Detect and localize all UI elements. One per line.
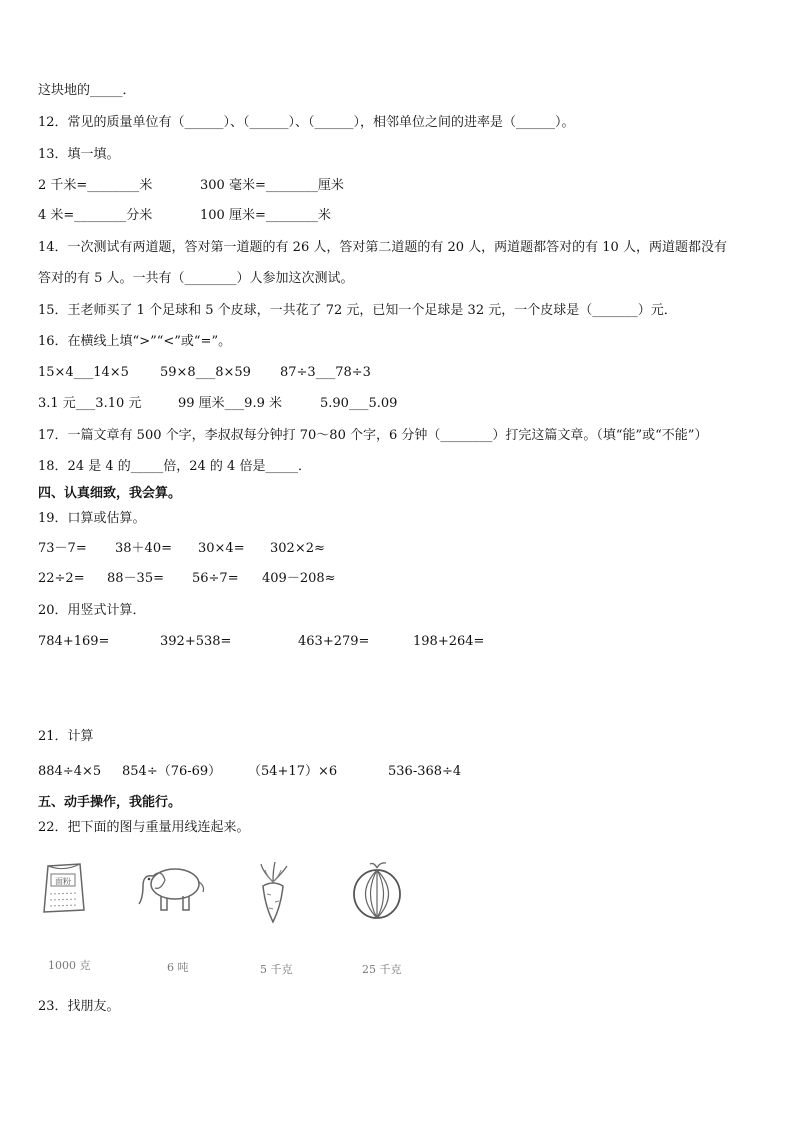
q20-item-4: 198+264= [413,634,485,649]
q19-item-6: 88－35= [107,571,164,586]
question-20: 20．用竖式计算． [38,603,146,618]
section-4-title: 四、认真细致，我会算。 [38,486,182,501]
q21-item-3: （54+17）×6 [248,764,338,779]
watermelon-image [350,860,404,922]
q13-item-4: 100 厘米=________米 [200,208,331,223]
q16-item-5: 99 厘米___9.9 米 [178,396,282,411]
q16-item-1: 15×4___14×5 [38,365,129,380]
elephant-image [135,862,207,914]
q20-item-1: 784+169= [38,634,110,649]
q21-item-4: 536-368÷4 [388,764,462,779]
radish-image [253,862,293,924]
weight-label-1: 1000 克 [48,959,91,972]
question-14-line-1: 14．一次测试有两道题，答对第一道题的有 26 人，答对第二道题的有 20 人，两道题都答对的有 10 人，两道题都没有 [38,240,727,255]
question-19: 19．口算或估算。 [38,511,146,526]
weight-label-3: 5 千克 [260,963,293,976]
q11-continuation: 这块地的_____． [38,83,136,98]
q16-item-6: 5.90___5.09 [320,396,398,411]
q16-item-3: 87÷3___78÷3 [280,365,371,380]
question-15: 15．王老师买了 1 个足球和 5 个皮球，一共花了 72 元，已知一个足球是 32 元，一个皮球是（_______）元． [38,303,677,318]
q16-item-2: 59×8___8×59 [160,365,251,380]
q19-item-2: 38＋40= [115,541,172,556]
q20-item-3: 463+279= [298,634,370,649]
question-16: 16．在横线上填“>”“<”或“=”。 [38,334,232,349]
question-23: 23．找朋友。 [38,999,120,1014]
question-21: 21．计算 [38,729,94,744]
question-22: 22．把下面的图与重量用线连起来。 [38,820,250,835]
q19-item-3: 30×4= [198,541,245,556]
weight-label-4: 25 千克 [362,963,402,976]
question-13: 13．填一填。 [38,147,120,162]
question-17: 17．一篇文章有 500 个字，李叔叔每分钟打 70～80 个字，6 分钟（________）打完这篇文章。（填“能”或“不能”） [38,428,708,443]
q13-item-1: 2 千米=________米 [38,178,153,193]
q19-item-4: 302×2≈ [270,541,325,556]
q13-item-3: 4 米=________分米 [38,208,153,223]
flour-bag-image [40,860,88,916]
question-12: 12．常见的质量单位有（______）、（______）、（______），相邻单位之间的进率是（______）。 [38,115,575,130]
q19-item-1: 73－7= [38,541,87,556]
q19-item-7: 56÷7= [192,571,239,586]
q19-item-8: 409－208≈ [262,571,336,586]
q19-item-5: 22÷2= [38,571,85,586]
q16-item-4: 3.1 元___3.10 元 [38,396,142,411]
question-18: 18．24 是 4 的_____倍，24 的 4 倍是_____． [38,459,311,474]
q20-item-2: 392+538= [160,634,232,649]
section-5-title: 五、动手操作，我能行。 [38,795,182,810]
q21-item-1: 884÷4×5 [38,764,102,779]
q21-item-2: 854÷（76-69） [122,764,222,779]
question-14-line-2: 答对的有 5 人。一共有（________）人参加这次测试。 [38,271,354,286]
weight-label-2: 6 吨 [167,961,189,974]
q13-item-2: 300 毫米=________厘米 [200,178,344,193]
flour-bag-text: 面粉 [55,877,71,886]
